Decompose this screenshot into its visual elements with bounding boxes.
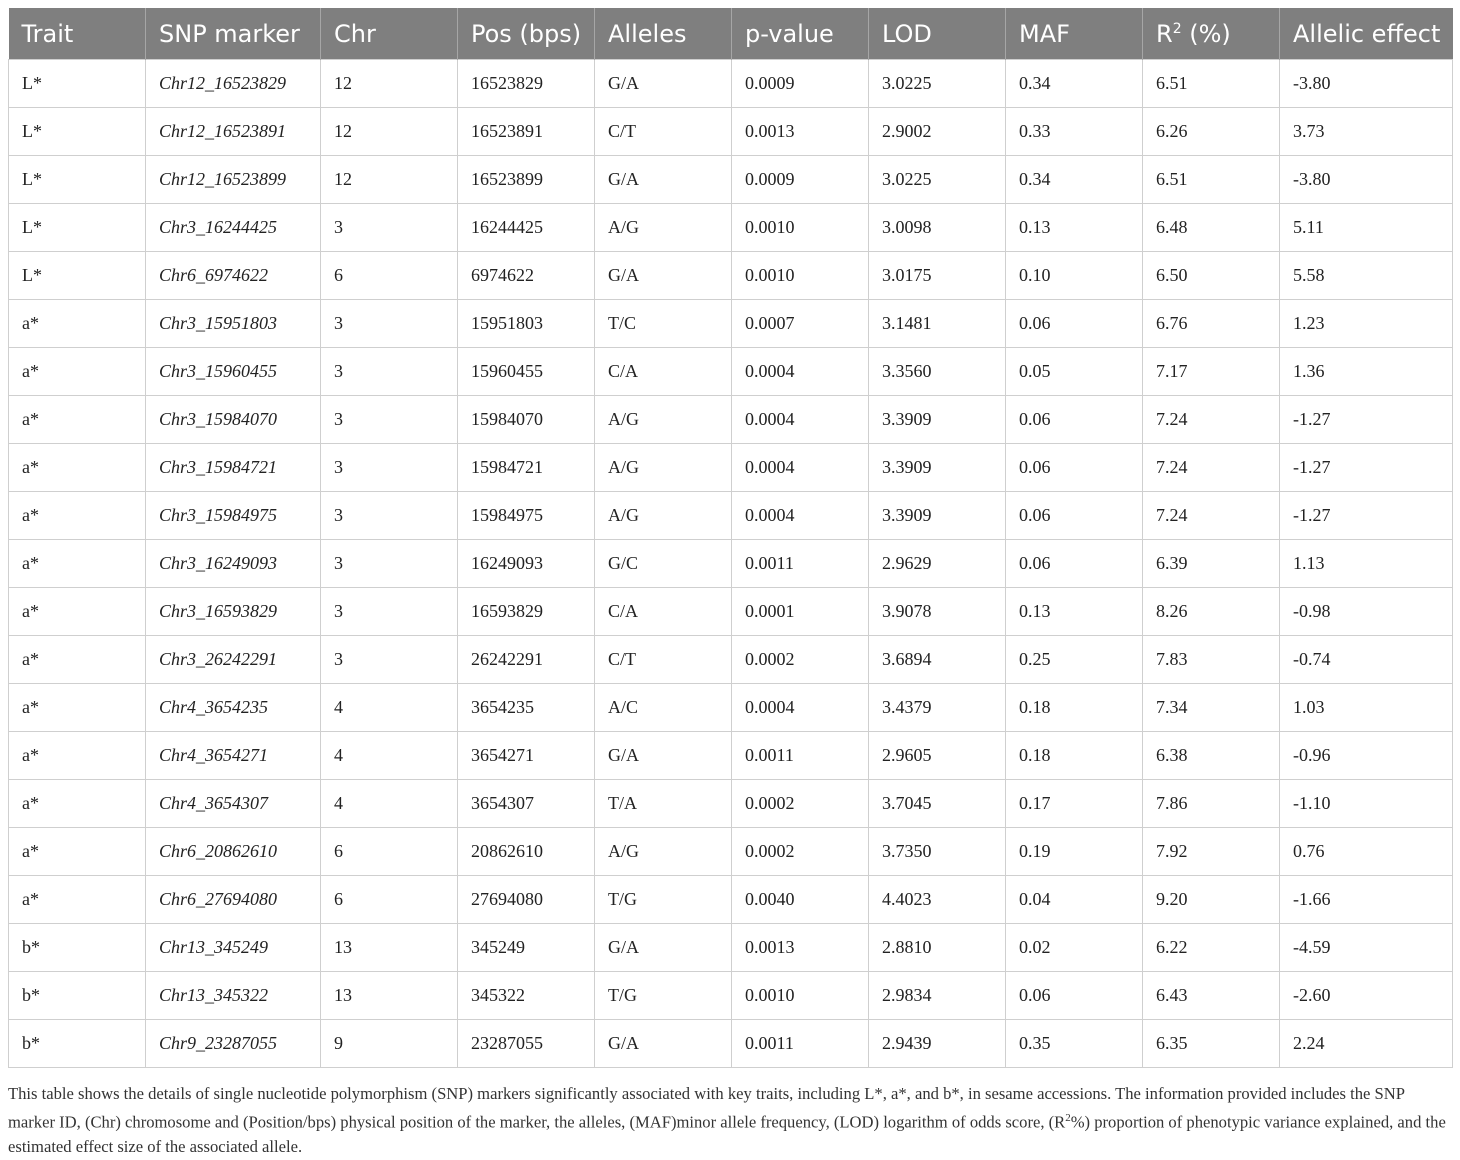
- cell-p-value: 0.0011: [732, 732, 869, 780]
- cell-snp-marker: Chr9_23287055: [146, 1020, 321, 1068]
- cell-snp-marker: Chr3_15984721: [146, 444, 321, 492]
- cell-snp-marker: Chr3_15960455: [146, 348, 321, 396]
- cell-p-value: 0.0010: [732, 972, 869, 1020]
- cell-lod: 3.7045: [869, 780, 1006, 828]
- caption-superscript: 2: [1065, 1112, 1071, 1124]
- table-body: [9, 60, 1453, 1068]
- cell-r2: 6.48: [1143, 204, 1280, 252]
- cell-pos: 16244425: [458, 204, 595, 252]
- cell-alleles: C/A: [595, 348, 732, 396]
- cell-chr: 3: [321, 588, 458, 636]
- cell-allelic-effect: -4.59: [1280, 924, 1453, 972]
- cell-trait: a*: [9, 348, 146, 396]
- header-p-value: p-value: [732, 8, 869, 60]
- header-r2-suffix: (%): [1181, 19, 1231, 48]
- cell-lod: 3.0225: [869, 60, 1006, 108]
- cell-maf: 0.06: [1006, 492, 1143, 540]
- cell-snp-marker: Chr13_345249: [146, 924, 321, 972]
- header-allelic-effect: Allelic effect: [1280, 8, 1453, 60]
- cell-trait: a*: [9, 492, 146, 540]
- cell-maf: 0.19: [1006, 828, 1143, 876]
- cell-trait: b*: [9, 972, 146, 1020]
- table-row: [9, 492, 1453, 540]
- cell-p-value: 0.0009: [732, 156, 869, 204]
- cell-p-value: 0.0009: [732, 60, 869, 108]
- cell-snp-marker: Chr3_16593829: [146, 588, 321, 636]
- table-row: [9, 588, 1453, 636]
- cell-p-value: 0.0010: [732, 204, 869, 252]
- cell-chr: 3: [321, 396, 458, 444]
- cell-chr: 12: [321, 60, 458, 108]
- cell-allelic-effect: -2.60: [1280, 972, 1453, 1020]
- cell-p-value: 0.0004: [732, 444, 869, 492]
- cell-alleles: A/G: [595, 204, 732, 252]
- cell-trait: L*: [9, 204, 146, 252]
- snp-table-container: [8, 8, 1452, 1068]
- cell-alleles: G/A: [595, 1020, 732, 1068]
- cell-allelic-effect: -0.96: [1280, 732, 1453, 780]
- cell-snp-marker: Chr12_16523891: [146, 108, 321, 156]
- cell-snp-marker: Chr3_16244425: [146, 204, 321, 252]
- header-snp-marker: SNP marker: [146, 8, 321, 60]
- cell-pos: 3654307: [458, 780, 595, 828]
- cell-maf: 0.34: [1006, 156, 1143, 204]
- cell-r2: 7.24: [1143, 492, 1280, 540]
- table-row: [9, 972, 1453, 1020]
- table-row: [9, 732, 1453, 780]
- header-trait: Trait: [9, 8, 146, 60]
- cell-maf: 0.13: [1006, 204, 1143, 252]
- cell-maf: 0.06: [1006, 444, 1143, 492]
- cell-chr: 3: [321, 348, 458, 396]
- cell-alleles: T/A: [595, 780, 732, 828]
- cell-p-value: 0.0013: [732, 924, 869, 972]
- cell-alleles: A/G: [595, 444, 732, 492]
- cell-trait: a*: [9, 444, 146, 492]
- cell-pos: 15984070: [458, 396, 595, 444]
- cell-p-value: 0.0010: [732, 252, 869, 300]
- cell-p-value: 0.0011: [732, 1020, 869, 1068]
- cell-alleles: C/T: [595, 108, 732, 156]
- table-row: [9, 636, 1453, 684]
- cell-chr: 3: [321, 636, 458, 684]
- cell-pos: 345322: [458, 972, 595, 1020]
- cell-lod: 2.9605: [869, 732, 1006, 780]
- cell-chr: 6: [321, 876, 458, 924]
- caption-text-part2: %) proportion of phenotypic variance explained, and the estimated effect size of the associated allele.: [8, 1112, 1446, 1156]
- table-row: [9, 300, 1453, 348]
- cell-pos: 20862610: [458, 828, 595, 876]
- snp-association-table: [8, 8, 1453, 1068]
- table-row: [9, 252, 1453, 300]
- cell-snp-marker: Chr13_345322: [146, 972, 321, 1020]
- cell-r2: 6.76: [1143, 300, 1280, 348]
- cell-alleles: G/C: [595, 540, 732, 588]
- cell-maf: 0.06: [1006, 300, 1143, 348]
- cell-trait: a*: [9, 636, 146, 684]
- table-row: [9, 396, 1453, 444]
- cell-pos: 26242291: [458, 636, 595, 684]
- cell-allelic-effect: 3.73: [1280, 108, 1453, 156]
- cell-r2: 9.20: [1143, 876, 1280, 924]
- table-row: [9, 1020, 1453, 1068]
- cell-chr: 3: [321, 444, 458, 492]
- cell-pos: 16523899: [458, 156, 595, 204]
- cell-lod: 3.0175: [869, 252, 1006, 300]
- cell-r2: 8.26: [1143, 588, 1280, 636]
- cell-maf: 0.17: [1006, 780, 1143, 828]
- header-r2-superscript: 2: [1172, 20, 1182, 37]
- cell-trait: a*: [9, 828, 146, 876]
- cell-chr: 3: [321, 300, 458, 348]
- cell-r2: 7.17: [1143, 348, 1280, 396]
- header-pos: Pos (bps): [458, 8, 595, 60]
- cell-chr: 4: [321, 780, 458, 828]
- cell-chr: 6: [321, 252, 458, 300]
- cell-alleles: T/G: [595, 876, 732, 924]
- table-row: [9, 444, 1453, 492]
- cell-pos: 6974622: [458, 252, 595, 300]
- header-maf: MAF: [1006, 8, 1143, 60]
- cell-chr: 12: [321, 156, 458, 204]
- cell-allelic-effect: 1.23: [1280, 300, 1453, 348]
- cell-alleles: C/T: [595, 636, 732, 684]
- cell-trait: a*: [9, 396, 146, 444]
- cell-snp-marker: Chr6_20862610: [146, 828, 321, 876]
- cell-alleles: T/C: [595, 300, 732, 348]
- cell-p-value: 0.0004: [732, 348, 869, 396]
- cell-allelic-effect: -1.66: [1280, 876, 1453, 924]
- cell-maf: 0.13: [1006, 588, 1143, 636]
- cell-p-value: 0.0004: [732, 684, 869, 732]
- cell-allelic-effect: 1.03: [1280, 684, 1453, 732]
- cell-lod: 3.3909: [869, 492, 1006, 540]
- cell-allelic-effect: 1.13: [1280, 540, 1453, 588]
- cell-snp-marker: Chr4_3654271: [146, 732, 321, 780]
- cell-r2: 6.51: [1143, 156, 1280, 204]
- cell-lod: 3.1481: [869, 300, 1006, 348]
- cell-maf: 0.35: [1006, 1020, 1143, 1068]
- cell-p-value: 0.0002: [732, 828, 869, 876]
- cell-trait: b*: [9, 1020, 146, 1068]
- cell-trait: L*: [9, 108, 146, 156]
- cell-r2: 7.24: [1143, 396, 1280, 444]
- cell-lod: 3.3560: [869, 348, 1006, 396]
- cell-pos: 3654271: [458, 732, 595, 780]
- cell-snp-marker: Chr3_15951803: [146, 300, 321, 348]
- cell-chr: 12: [321, 108, 458, 156]
- cell-p-value: 0.0013: [732, 108, 869, 156]
- cell-allelic-effect: 5.58: [1280, 252, 1453, 300]
- cell-maf: 0.06: [1006, 540, 1143, 588]
- table-row: [9, 204, 1453, 252]
- cell-lod: 3.0098: [869, 204, 1006, 252]
- cell-maf: 0.02: [1006, 924, 1143, 972]
- cell-pos: 27694080: [458, 876, 595, 924]
- cell-alleles: A/G: [595, 828, 732, 876]
- cell-alleles: A/G: [595, 396, 732, 444]
- header-row: [9, 8, 1453, 60]
- table-row: [9, 108, 1453, 156]
- cell-p-value: 0.0001: [732, 588, 869, 636]
- caption-text-part1: This table shows the details of single nucleotide polymorphism (SNP) markers significantly associated with key traits, including L*, a*, and b*, in sesame accessions. The information provided includes the SNP marker ID, (Chr) chromosome and (Position/bps) physical position of the marker, the alleles, (MAF)minor allele frequency, (LOD) logarithm of odds score, (R: [8, 1084, 1405, 1132]
- table-header: [9, 8, 1453, 60]
- cell-maf: 0.33: [1006, 108, 1143, 156]
- cell-allelic-effect: 1.36: [1280, 348, 1453, 396]
- cell-r2: 6.50: [1143, 252, 1280, 300]
- cell-pos: 23287055: [458, 1020, 595, 1068]
- cell-r2: 6.35: [1143, 1020, 1280, 1068]
- cell-p-value: 0.0011: [732, 540, 869, 588]
- table-row: [9, 828, 1453, 876]
- cell-chr: 9: [321, 1020, 458, 1068]
- cell-maf: 0.06: [1006, 396, 1143, 444]
- cell-alleles: G/A: [595, 60, 732, 108]
- cell-alleles: G/A: [595, 732, 732, 780]
- cell-r2: 6.26: [1143, 108, 1280, 156]
- header-alleles: Alleles: [595, 8, 732, 60]
- cell-maf: 0.10: [1006, 252, 1143, 300]
- cell-lod: 3.4379: [869, 684, 1006, 732]
- table-row: [9, 60, 1453, 108]
- cell-chr: 13: [321, 972, 458, 1020]
- cell-pos: 15984721: [458, 444, 595, 492]
- table-row: [9, 540, 1453, 588]
- cell-allelic-effect: -3.80: [1280, 156, 1453, 204]
- cell-chr: 4: [321, 732, 458, 780]
- cell-snp-marker: Chr3_26242291: [146, 636, 321, 684]
- cell-lod: 2.9629: [869, 540, 1006, 588]
- cell-lod: 3.6894: [869, 636, 1006, 684]
- cell-chr: 3: [321, 540, 458, 588]
- cell-r2: 7.86: [1143, 780, 1280, 828]
- cell-p-value: 0.0004: [732, 396, 869, 444]
- cell-maf: 0.25: [1006, 636, 1143, 684]
- cell-maf: 0.18: [1006, 684, 1143, 732]
- cell-alleles: T/G: [595, 972, 732, 1020]
- cell-chr: 6: [321, 828, 458, 876]
- cell-pos: 3654235: [458, 684, 595, 732]
- cell-snp-marker: Chr3_15984975: [146, 492, 321, 540]
- header-r2-base: R: [1156, 19, 1173, 48]
- cell-snp-marker: Chr12_16523829: [146, 60, 321, 108]
- cell-allelic-effect: 5.11: [1280, 204, 1453, 252]
- header-r2: [1143, 8, 1280, 60]
- cell-snp-marker: Chr3_16249093: [146, 540, 321, 588]
- cell-p-value: 0.0002: [732, 636, 869, 684]
- cell-lod: 2.9439: [869, 1020, 1006, 1068]
- cell-lod: 2.9834: [869, 972, 1006, 1020]
- cell-allelic-effect: -0.74: [1280, 636, 1453, 684]
- cell-pos: 16523891: [458, 108, 595, 156]
- cell-allelic-effect: 0.76: [1280, 828, 1453, 876]
- cell-trait: a*: [9, 588, 146, 636]
- cell-trait: L*: [9, 156, 146, 204]
- cell-allelic-effect: -1.27: [1280, 396, 1453, 444]
- cell-lod: 3.7350: [869, 828, 1006, 876]
- cell-lod: 2.9002: [869, 108, 1006, 156]
- cell-lod: 3.0225: [869, 156, 1006, 204]
- cell-allelic-effect: -1.27: [1280, 444, 1453, 492]
- cell-trait: a*: [9, 876, 146, 924]
- table-row: [9, 684, 1453, 732]
- cell-r2: 7.92: [1143, 828, 1280, 876]
- table-row: [9, 876, 1453, 924]
- cell-lod: 4.4023: [869, 876, 1006, 924]
- cell-snp-marker: Chr12_16523899: [146, 156, 321, 204]
- cell-p-value: 0.0004: [732, 492, 869, 540]
- cell-p-value: 0.0007: [732, 300, 869, 348]
- cell-snp-marker: Chr4_3654235: [146, 684, 321, 732]
- cell-alleles: A/C: [595, 684, 732, 732]
- cell-pos: 16523829: [458, 60, 595, 108]
- cell-lod: 3.3909: [869, 444, 1006, 492]
- cell-allelic-effect: -1.27: [1280, 492, 1453, 540]
- cell-alleles: G/A: [595, 156, 732, 204]
- cell-trait: a*: [9, 540, 146, 588]
- cell-alleles: C/A: [595, 588, 732, 636]
- table-caption: [8, 1082, 1452, 1159]
- cell-r2: 6.51: [1143, 60, 1280, 108]
- cell-r2: 7.34: [1143, 684, 1280, 732]
- cell-maf: 0.18: [1006, 732, 1143, 780]
- cell-maf: 0.05: [1006, 348, 1143, 396]
- cell-maf: 0.34: [1006, 60, 1143, 108]
- cell-trait: a*: [9, 732, 146, 780]
- cell-r2: 6.43: [1143, 972, 1280, 1020]
- cell-r2: 7.24: [1143, 444, 1280, 492]
- cell-maf: 0.04: [1006, 876, 1143, 924]
- cell-trait: L*: [9, 252, 146, 300]
- cell-maf: 0.06: [1006, 972, 1143, 1020]
- cell-trait: a*: [9, 780, 146, 828]
- cell-r2: 6.22: [1143, 924, 1280, 972]
- cell-chr: 3: [321, 204, 458, 252]
- cell-trait: L*: [9, 60, 146, 108]
- cell-snp-marker: Chr4_3654307: [146, 780, 321, 828]
- cell-chr: 4: [321, 684, 458, 732]
- cell-pos: 16593829: [458, 588, 595, 636]
- cell-snp-marker: Chr6_27694080: [146, 876, 321, 924]
- cell-alleles: A/G: [595, 492, 732, 540]
- cell-pos: 345249: [458, 924, 595, 972]
- header-chr: Chr: [321, 8, 458, 60]
- cell-chr: 13: [321, 924, 458, 972]
- cell-lod: 3.3909: [869, 396, 1006, 444]
- cell-chr: 3: [321, 492, 458, 540]
- cell-p-value: 0.0040: [732, 876, 869, 924]
- cell-r2: 7.83: [1143, 636, 1280, 684]
- cell-pos: 15984975: [458, 492, 595, 540]
- table-row: [9, 348, 1453, 396]
- cell-trait: a*: [9, 684, 146, 732]
- cell-allelic-effect: 2.24: [1280, 1020, 1453, 1068]
- table-row: [9, 156, 1453, 204]
- cell-pos: 16249093: [458, 540, 595, 588]
- table-row: [9, 780, 1453, 828]
- cell-trait: a*: [9, 300, 146, 348]
- cell-allelic-effect: -0.98: [1280, 588, 1453, 636]
- cell-snp-marker: Chr6_6974622: [146, 252, 321, 300]
- cell-pos: 15960455: [458, 348, 595, 396]
- cell-alleles: G/A: [595, 252, 732, 300]
- cell-alleles: G/A: [595, 924, 732, 972]
- cell-lod: 3.9078: [869, 588, 1006, 636]
- table-row: [9, 924, 1453, 972]
- header-lod: LOD: [869, 8, 1006, 60]
- cell-snp-marker: Chr3_15984070: [146, 396, 321, 444]
- cell-allelic-effect: -1.10: [1280, 780, 1453, 828]
- cell-allelic-effect: -3.80: [1280, 60, 1453, 108]
- cell-trait: b*: [9, 924, 146, 972]
- cell-r2: 6.38: [1143, 732, 1280, 780]
- cell-lod: 2.8810: [869, 924, 1006, 972]
- cell-r2: 6.39: [1143, 540, 1280, 588]
- cell-pos: 15951803: [458, 300, 595, 348]
- cell-p-value: 0.0002: [732, 780, 869, 828]
